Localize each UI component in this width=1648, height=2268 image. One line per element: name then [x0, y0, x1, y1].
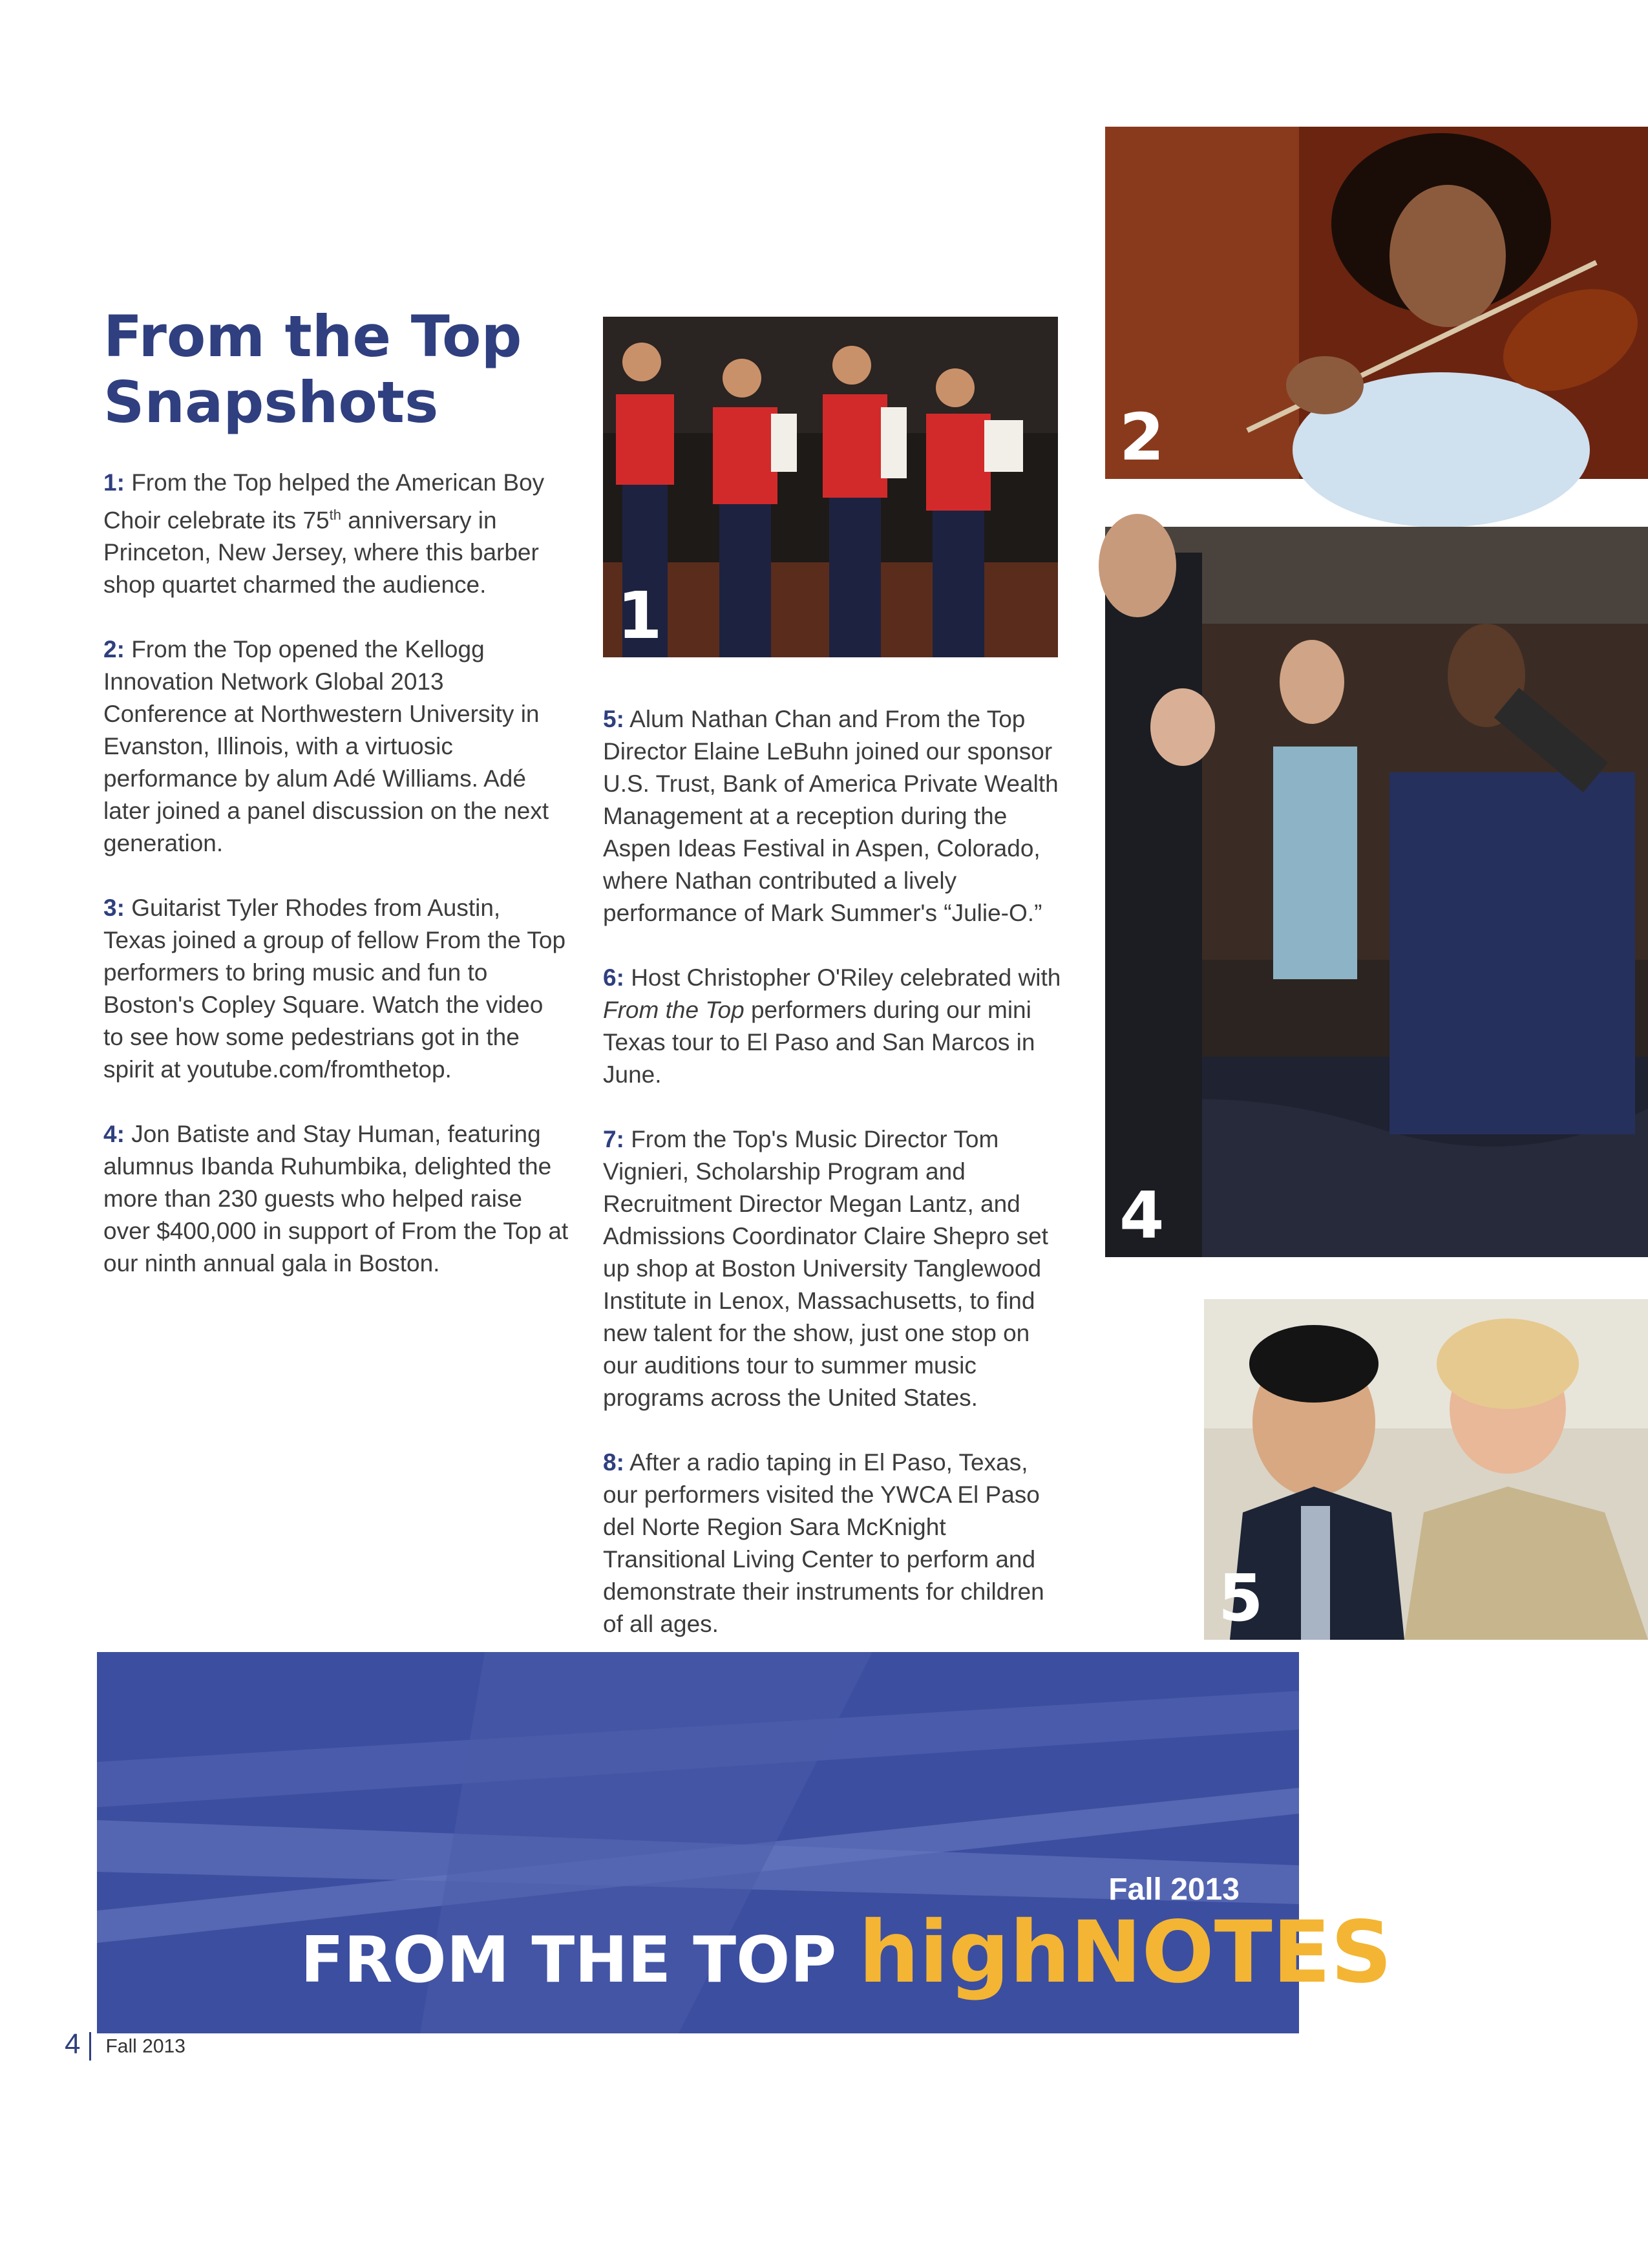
photo-number: 4: [1119, 1178, 1165, 1253]
logo-part-high: high: [858, 1903, 1071, 2002]
item-number: 2:: [103, 636, 125, 663]
logo-part-notes: NOTES: [1070, 1903, 1393, 2002]
item-text-cont: anniversary in Princeton, New Jersey, where this barber shop quartet charmed the audience.: [103, 507, 539, 599]
photo-violinist: [1105, 127, 1648, 479]
item-number: 3:: [103, 895, 125, 922]
item-text: Host Christopher O'Riley celebrated with: [631, 964, 1061, 991]
item-text: From the Top helped the American Boy Choir celebrate its 75: [103, 469, 545, 534]
snapshot-item-8: [603, 1447, 1068, 1640]
footer-issue: Fall 2013: [105, 2035, 185, 2057]
snapshot-item-6: [603, 962, 1068, 1091]
photo-choir-quartet: [603, 317, 1058, 657]
snapshot-item-1: [103, 467, 569, 601]
snapshot-item-7: [603, 1123, 1068, 1414]
photo-violinist-image: [1105, 127, 1648, 479]
logo-part-from-the-top: FROM THE TOP: [301, 1924, 859, 1997]
text-column-middle: [603, 703, 1068, 1673]
item-number: 1:: [103, 469, 125, 496]
item-number: 7:: [603, 1126, 624, 1152]
item-text-cont: performers during our mini Texas tour to El Paso and San Marcos in June.: [603, 997, 1035, 1088]
ordinal-suffix: th: [329, 507, 341, 523]
item-text-italic: From the Top: [603, 997, 745, 1023]
item-text: Alum Nathan Chan and From the Top Director Elaine LeBuhn joined our sponsor U.S. Trust, Bank of America Private Wealth Management at a reception during the Aspen Ideas Festival in Aspen, Colorado, where Nathan contributed a lively performance of Mark Summer's “Julie-O.”: [603, 706, 1059, 926]
item-number: 8:: [603, 1449, 624, 1476]
photo-number: 5: [1218, 1560, 1263, 1636]
photo-number: 2: [1119, 399, 1165, 475]
item-text: Jon Batiste and Stay Human, featuring alumnus Ibanda Ruhumbika, delighted the more than 230 guests who helped raise over $400,000 in support of From the Top at our ninth annual gala in Boston.: [103, 1121, 569, 1277]
snapshot-item-3: [103, 892, 569, 1086]
snapshot-item-4: [103, 1118, 569, 1280]
snapshot-item-5: [603, 703, 1068, 929]
item-text: From the Top opened the Kellogg Innovation Network Global 2013 Conference at Northwestern University in Evanston, Illinois, with a virtuosic performance by alum Adé Williams. Adé later joined a panel discussion on the next generation.: [103, 636, 549, 857]
text-column-left: [103, 467, 569, 1312]
page-title: From the Top Snapshots: [103, 303, 522, 436]
page-footer: [65, 2026, 185, 2064]
item-text: From the Top's Music Director Tom Vignieri, Scholarship Program and Recruitment Director Megan Lantz, and Admissions Coordinator Claire Shepro set up shop at Boston University Tanglewood Institute in Lenox, Massachusetts, to find new talent for the show, just one stop on our auditions tour to summer music programs across the United States.: [603, 1126, 1048, 1411]
photo-gala-performance-image: [1105, 527, 1648, 1257]
photo-reception-image: [1204, 1299, 1648, 1640]
page-number: 4: [65, 2028, 81, 2060]
item-text: Guitarist Tyler Rhodes from Austin, Texas joined a group of fellow From the Top performers to bring music and fun to Boston's Copley Square. Watch the video to see how some pedestrians got in the spirit at youtube.com/fromthetop.: [103, 895, 566, 1083]
snapshot-item-2: [103, 633, 569, 860]
item-number: 6:: [603, 964, 624, 991]
photo-gala-performance: [1105, 527, 1648, 1257]
item-number: 4:: [103, 1121, 125, 1148]
item-number: 5:: [603, 706, 624, 732]
photo-reception: [1204, 1299, 1648, 1640]
photo-choir-quartet-image: [603, 317, 1058, 657]
item-text: After a radio taping in El Paso, Texas, our performers visited the YWCA El Paso del Norte Region Sara McKnight Transitional Living Center to perform and demonstrate their instruments for children of all ages.: [603, 1449, 1044, 1637]
banner-issue-date: Fall 2013: [1108, 1872, 1240, 1907]
photo-number: 1: [617, 578, 662, 653]
footer-divider: [89, 2032, 91, 2061]
publication-logo: [301, 1904, 1392, 2009]
highnotes-banner: [97, 1652, 1393, 2033]
